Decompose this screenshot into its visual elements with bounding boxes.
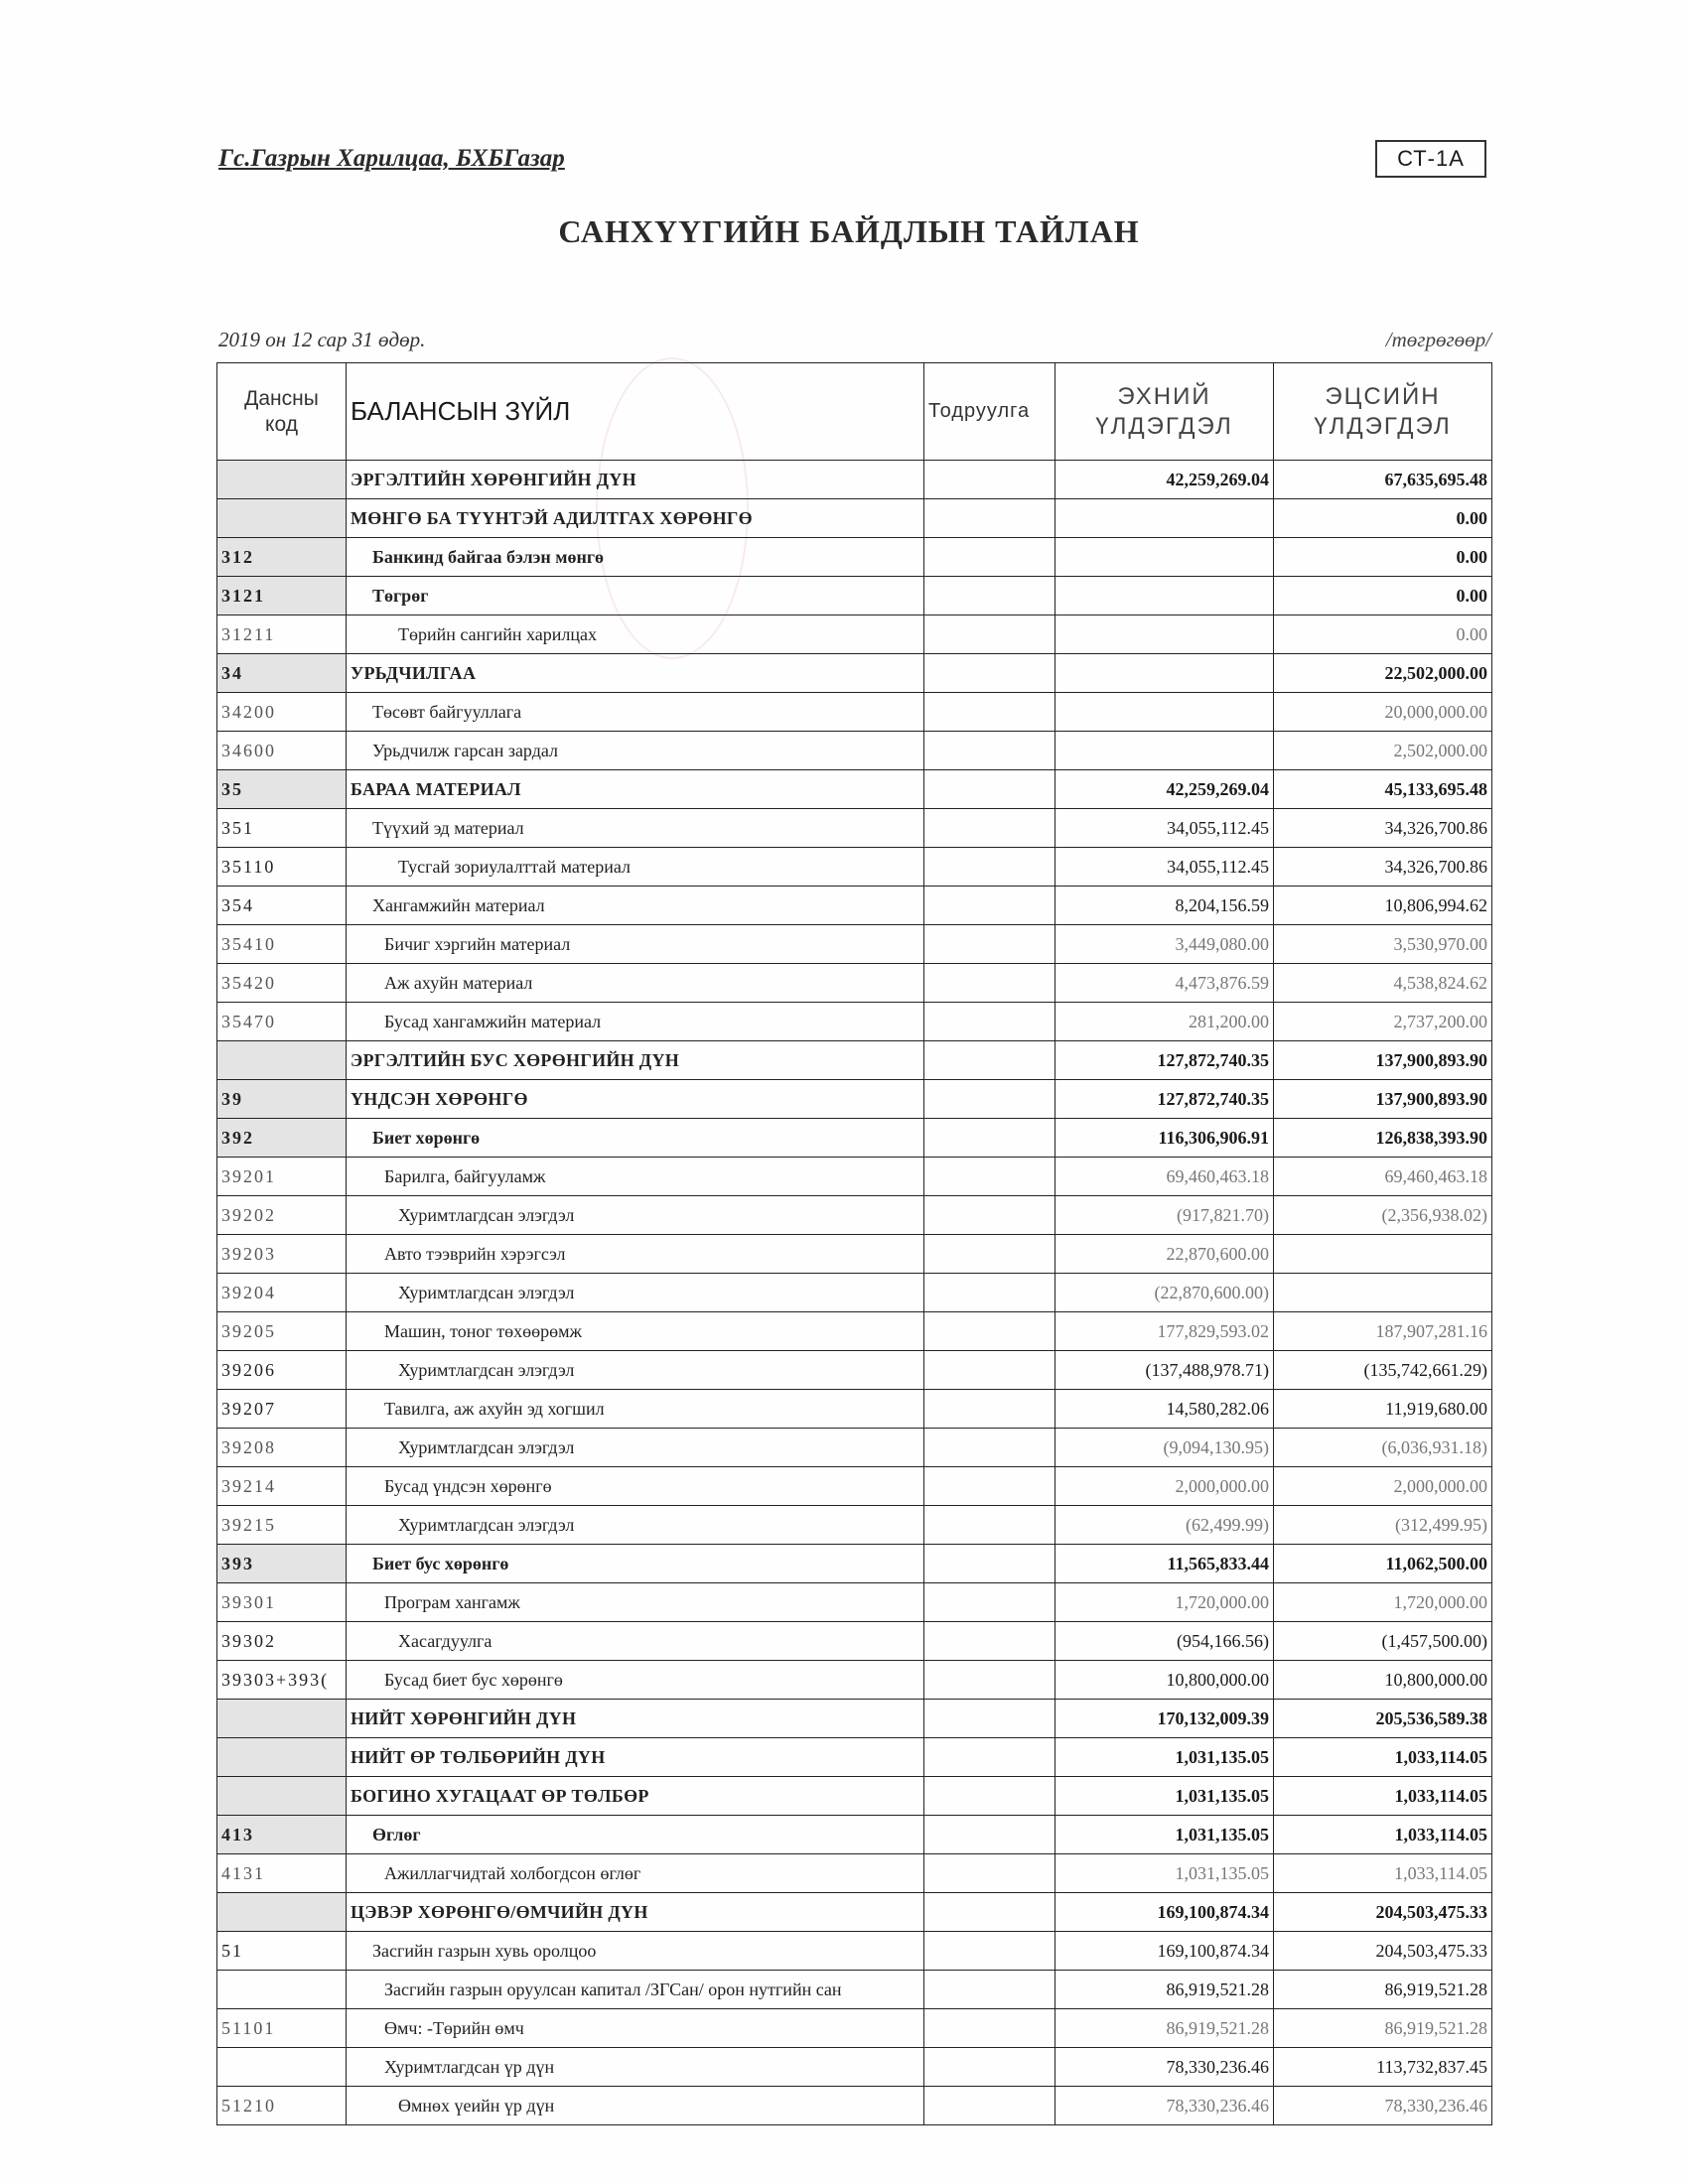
row-start-balance: (917,821.70) — [1055, 1196, 1274, 1235]
row-note — [924, 461, 1055, 499]
row-note — [924, 887, 1055, 925]
row-note — [924, 1235, 1055, 1274]
row-start-balance: 170,132,009.39 — [1055, 1700, 1274, 1738]
row-name: МӨНГӨ БА ТҮҮНТЭЙ АДИЛТГАХ ХӨРӨНГӨ — [347, 499, 924, 538]
row-note — [924, 732, 1055, 770]
row-note — [924, 1893, 1055, 1932]
row-end-balance: 1,033,114.05 — [1274, 1738, 1492, 1777]
row-code: 392 — [217, 1119, 347, 1158]
row-start-balance: 34,055,112.45 — [1055, 809, 1274, 848]
row-note — [924, 1080, 1055, 1119]
row-name: Биет хөрөнгө — [347, 1119, 924, 1158]
row-code — [217, 1893, 347, 1932]
row-start-balance: 42,259,269.04 — [1055, 461, 1274, 499]
row-end-balance: 1,033,114.05 — [1274, 1854, 1492, 1893]
row-name: Аж ахуйн материал — [347, 964, 924, 1003]
row-code: 39206 — [217, 1351, 347, 1390]
header-start-line1: ЭХНИЙ — [1117, 382, 1211, 410]
row-name: Өглөг — [347, 1816, 924, 1854]
row-code: 51101 — [217, 2009, 347, 2048]
row-start-balance: 11,565,833.44 — [1055, 1545, 1274, 1583]
row-code — [217, 2048, 347, 2087]
row-name: ЭРГЭЛТИЙН ХӨРӨНГИЙН ДҮН — [347, 461, 924, 499]
row-end-balance: 204,503,475.33 — [1274, 1932, 1492, 1971]
row-note — [924, 1661, 1055, 1700]
row-end-balance: 0.00 — [1274, 615, 1492, 654]
row-end-balance: 1,720,000.00 — [1274, 1583, 1492, 1622]
row-end-balance: 126,838,393.90 — [1274, 1119, 1492, 1158]
row-start-balance: (22,870,600.00) — [1055, 1274, 1274, 1312]
row-note — [924, 925, 1055, 964]
header-code-line2: код — [265, 412, 298, 436]
row-note — [924, 1158, 1055, 1196]
row-name: НИЙТ ХӨРӨНГИЙН ДҮН — [347, 1700, 924, 1738]
row-start-balance: 116,306,906.91 — [1055, 1119, 1274, 1158]
row-code: 39207 — [217, 1390, 347, 1429]
form-code-box: СТ-1А — [1375, 140, 1486, 178]
row-name: Хуримтлагдсан элэгдэл — [347, 1429, 924, 1467]
row-code: 31211 — [217, 615, 347, 654]
row-name: Хуримтлагдсан элэгдэл — [347, 1351, 924, 1390]
row-note — [924, 1622, 1055, 1661]
row-start-balance: 169,100,874.34 — [1055, 1932, 1274, 1971]
row-note — [924, 1003, 1055, 1041]
row-start-balance — [1055, 654, 1274, 693]
row-end-balance — [1274, 1235, 1492, 1274]
row-start-balance: 34,055,112.45 — [1055, 848, 1274, 887]
row-note — [924, 1738, 1055, 1777]
row-start-balance: 10,800,000.00 — [1055, 1661, 1274, 1700]
row-note — [924, 693, 1055, 732]
header-start-line2: ҮЛДЭГДЭЛ — [1095, 412, 1233, 440]
row-name: Банкинд байгаа бэлэн мөнгө — [347, 538, 924, 577]
row-name: Програм хангамж — [347, 1583, 924, 1622]
row-name: Бусад үндсэн хөрөнгө — [347, 1467, 924, 1506]
row-code — [217, 1700, 347, 1738]
header-end-line1: ЭЦСИЙН — [1325, 382, 1441, 410]
header-account-code — [217, 363, 347, 461]
row-name: Бусад биет бус хөрөнгө — [347, 1661, 924, 1700]
row-name: ҮНДСЭН ХӨРӨНГӨ — [347, 1080, 924, 1119]
row-code: 35110 — [217, 848, 347, 887]
row-end-balance: 67,635,695.48 — [1274, 461, 1492, 499]
row-code: 39208 — [217, 1429, 347, 1467]
row-name: Барилга, байгууламж — [347, 1158, 924, 1196]
row-start-balance — [1055, 693, 1274, 732]
row-name: УРЬДЧИЛГАА — [347, 654, 924, 693]
row-end-balance: 1,033,114.05 — [1274, 1777, 1492, 1816]
row-start-balance: 1,031,135.05 — [1055, 1777, 1274, 1816]
row-code: 393 — [217, 1545, 347, 1583]
row-start-balance — [1055, 732, 1274, 770]
row-start-balance: 281,200.00 — [1055, 1003, 1274, 1041]
row-name: Тусгай зориулалттай материал — [347, 848, 924, 887]
row-note — [924, 770, 1055, 809]
row-name: ЭРГЭЛТИЙН БУС ХӨРӨНГИЙН ДҮН — [347, 1041, 924, 1080]
row-end-balance: 3,530,970.00 — [1274, 925, 1492, 964]
header-end-balance — [1274, 363, 1492, 461]
row-start-balance: (62,499.99) — [1055, 1506, 1274, 1545]
row-end-balance: 0.00 — [1274, 538, 1492, 577]
row-name: НИЙТ ӨР ТӨЛБӨРИЙН ДҮН — [347, 1738, 924, 1777]
row-note — [924, 2048, 1055, 2087]
row-start-balance: 4,473,876.59 — [1055, 964, 1274, 1003]
report-date: 2019 он 12 сар 31 өдөр. — [218, 328, 426, 351]
row-code: 35410 — [217, 925, 347, 964]
row-note — [924, 964, 1055, 1003]
row-code — [217, 1041, 347, 1080]
row-note — [924, 1777, 1055, 1816]
row-code: 351 — [217, 809, 347, 848]
row-note — [924, 1854, 1055, 1893]
row-code: 34200 — [217, 693, 347, 732]
row-code: 35470 — [217, 1003, 347, 1041]
row-start-balance: 78,330,236.46 — [1055, 2087, 1274, 2125]
row-name: Урьдчилж гарсан зардал — [347, 732, 924, 770]
row-name: Өмнөх үеийн үр дүн — [347, 2087, 924, 2125]
row-end-balance: 2,502,000.00 — [1274, 732, 1492, 770]
row-end-balance: 0.00 — [1274, 577, 1492, 615]
row-note — [924, 577, 1055, 615]
row-start-balance: (137,488,978.71) — [1055, 1351, 1274, 1390]
row-start-balance: 127,872,740.35 — [1055, 1080, 1274, 1119]
row-code: 39215 — [217, 1506, 347, 1545]
row-end-balance — [1274, 1274, 1492, 1312]
row-name: Биет бус хөрөнгө — [347, 1545, 924, 1583]
row-end-balance: (312,499.95) — [1274, 1506, 1492, 1545]
row-note — [924, 538, 1055, 577]
header-balance-item: БАЛАНСЫН ЗҮЙЛ — [347, 363, 924, 461]
row-end-balance: 86,919,521.28 — [1274, 1971, 1492, 2009]
table-body — [217, 461, 1492, 2125]
row-note — [924, 1196, 1055, 1235]
row-start-balance: 8,204,156.59 — [1055, 887, 1274, 925]
row-end-balance: 86,919,521.28 — [1274, 2009, 1492, 2048]
row-name: Хасагдуулга — [347, 1622, 924, 1661]
row-note — [924, 1312, 1055, 1351]
row-end-balance: 4,538,824.62 — [1274, 964, 1492, 1003]
row-start-balance: 14,580,282.06 — [1055, 1390, 1274, 1429]
row-end-balance: (135,742,661.29) — [1274, 1351, 1492, 1390]
row-end-balance: 10,800,000.00 — [1274, 1661, 1492, 1700]
row-end-balance: (1,457,500.00) — [1274, 1622, 1492, 1661]
row-code: 4131 — [217, 1854, 347, 1893]
row-start-balance — [1055, 538, 1274, 577]
row-code: 39301 — [217, 1583, 347, 1622]
row-code: 312 — [217, 538, 347, 577]
row-start-balance: 42,259,269.04 — [1055, 770, 1274, 809]
row-code: 34 — [217, 654, 347, 693]
row-code: 39 — [217, 1080, 347, 1119]
row-start-balance: 177,829,593.02 — [1055, 1312, 1274, 1351]
row-start-balance: 2,000,000.00 — [1055, 1467, 1274, 1506]
row-end-balance: 2,000,000.00 — [1274, 1467, 1492, 1506]
row-name: Хуримтлагдсан элэгдэл — [347, 1506, 924, 1545]
currency-unit: /төгрөгөөр/ — [1385, 328, 1491, 351]
row-end-balance: 45,133,695.48 — [1274, 770, 1492, 809]
row-code: 39203 — [217, 1235, 347, 1274]
row-note — [924, 809, 1055, 848]
row-code: 39214 — [217, 1467, 347, 1506]
row-name: Тавилга, аж ахуйн эд хогшил — [347, 1390, 924, 1429]
row-end-balance: 10,806,994.62 — [1274, 887, 1492, 925]
row-end-balance: 0.00 — [1274, 499, 1492, 538]
row-code: 34600 — [217, 732, 347, 770]
row-start-balance — [1055, 615, 1274, 654]
row-end-balance: (2,356,938.02) — [1274, 1196, 1492, 1235]
row-end-balance: 78,330,236.46 — [1274, 2087, 1492, 2125]
row-note — [924, 1971, 1055, 2009]
row-name: Өмч: -Төрийн өмч — [347, 2009, 924, 2048]
row-code: 35 — [217, 770, 347, 809]
row-start-balance: 78,330,236.46 — [1055, 2048, 1274, 2087]
row-end-balance: 34,326,700.86 — [1274, 848, 1492, 887]
row-name: БАРАА МАТЕРИАЛ — [347, 770, 924, 809]
report-title: САНХҮҮГИЙН БАЙДЛЫН ТАЙЛАН — [558, 213, 1140, 249]
row-start-balance: 1,720,000.00 — [1055, 1583, 1274, 1622]
row-note — [924, 1816, 1055, 1854]
row-note — [924, 1506, 1055, 1545]
row-note — [924, 848, 1055, 887]
row-end-balance: 1,033,114.05 — [1274, 1816, 1492, 1854]
row-code: 35420 — [217, 964, 347, 1003]
row-start-balance: 86,919,521.28 — [1055, 2009, 1274, 2048]
table-header-row — [217, 363, 1492, 461]
row-name: Хуримтлагдсан үр дүн — [347, 2048, 924, 2087]
row-name: Бусад хангамжийн материал — [347, 1003, 924, 1041]
row-code — [217, 1738, 347, 1777]
row-start-balance: 1,031,135.05 — [1055, 1854, 1274, 1893]
row-end-balance: (6,036,931.18) — [1274, 1429, 1492, 1467]
row-note — [924, 615, 1055, 654]
organization-name: Гс.Газрын Харилцаа, БХБГазар — [218, 145, 565, 172]
header-end-line2: ҮЛДЭГДЭЛ — [1314, 412, 1452, 440]
row-code: 413 — [217, 1816, 347, 1854]
row-start-balance: 69,460,463.18 — [1055, 1158, 1274, 1196]
balance-table — [216, 362, 1492, 2125]
row-start-balance: 1,031,135.05 — [1055, 1816, 1274, 1854]
row-note — [924, 1545, 1055, 1583]
row-start-balance: 169,100,874.34 — [1055, 1893, 1274, 1932]
row-name: Төсөвт байгууллага — [347, 693, 924, 732]
row-name: Төгрөг — [347, 577, 924, 615]
row-end-balance: 34,326,700.86 — [1274, 809, 1492, 848]
row-name: Төрийн сангийн харилцах — [347, 615, 924, 654]
row-code: 39302 — [217, 1622, 347, 1661]
row-end-balance: 137,900,893.90 — [1274, 1080, 1492, 1119]
row-note — [924, 1351, 1055, 1390]
row-start-balance: 127,872,740.35 — [1055, 1041, 1274, 1080]
row-end-balance: 22,502,000.00 — [1274, 654, 1492, 693]
row-name: Бичиг хэргийн материал — [347, 925, 924, 964]
row-end-balance: 69,460,463.18 — [1274, 1158, 1492, 1196]
row-note — [924, 1429, 1055, 1467]
row-name: Хуримтлагдсан элэгдэл — [347, 1196, 924, 1235]
header-note: Тодруулга — [924, 363, 1055, 461]
row-note — [924, 1700, 1055, 1738]
row-start-balance: (954,166.56) — [1055, 1622, 1274, 1661]
row-note — [924, 1041, 1055, 1080]
row-code: 354 — [217, 887, 347, 925]
row-end-balance: 2,737,200.00 — [1274, 1003, 1492, 1041]
row-end-balance: 137,900,893.90 — [1274, 1041, 1492, 1080]
row-note — [924, 1467, 1055, 1506]
row-name: Ажиллагчидтай холбогдсон өглөг — [347, 1854, 924, 1893]
row-end-balance: 20,000,000.00 — [1274, 693, 1492, 732]
row-start-balance — [1055, 499, 1274, 538]
row-code: 39205 — [217, 1312, 347, 1351]
row-end-balance: 187,907,281.16 — [1274, 1312, 1492, 1351]
row-code: 39201 — [217, 1158, 347, 1196]
row-end-balance: 205,536,589.38 — [1274, 1700, 1492, 1738]
row-start-balance: 86,919,521.28 — [1055, 1971, 1274, 2009]
row-note — [924, 1932, 1055, 1971]
row-note — [924, 1119, 1055, 1158]
row-name: Түүхий эд материал — [347, 809, 924, 848]
row-end-balance: 113,732,837.45 — [1274, 2048, 1492, 2087]
header-start-balance — [1055, 363, 1274, 461]
row-code: 51 — [217, 1932, 347, 1971]
row-start-balance — [1055, 577, 1274, 615]
row-start-balance: 22,870,600.00 — [1055, 1235, 1274, 1274]
row-name: Авто тээврийн хэрэгсэл — [347, 1235, 924, 1274]
row-end-balance: 204,503,475.33 — [1274, 1893, 1492, 1932]
row-code: 39202 — [217, 1196, 347, 1235]
row-start-balance: (9,094,130.95) — [1055, 1429, 1274, 1467]
row-code: 51210 — [217, 2087, 347, 2125]
row-name: ЦЭВЭР ХӨРӨНГӨ/ӨМЧИЙН ДҮН — [347, 1893, 924, 1932]
row-note — [924, 654, 1055, 693]
row-note — [924, 499, 1055, 538]
row-code: 39204 — [217, 1274, 347, 1312]
row-note — [924, 1583, 1055, 1622]
row-note — [924, 1390, 1055, 1429]
row-name: БОГИНО ХУГАЦААТ ӨР ТӨЛБӨР — [347, 1777, 924, 1816]
row-start-balance: 3,449,080.00 — [1055, 925, 1274, 964]
row-start-balance: 1,031,135.05 — [1055, 1738, 1274, 1777]
row-code: 3121 — [217, 577, 347, 615]
row-note — [924, 2009, 1055, 2048]
row-code — [217, 1971, 347, 2009]
row-name: Засгийн газрын оруулсан капитал /ЗГСан/ орон нутгийн сан — [347, 1971, 924, 2009]
row-code — [217, 461, 347, 499]
row-code — [217, 499, 347, 538]
row-note — [924, 1274, 1055, 1312]
row-code: 39303+393( — [217, 1661, 347, 1700]
header-code-line1: Дансны — [244, 386, 319, 410]
row-note — [924, 2087, 1055, 2125]
row-name: Машин, тоног төхөөрөмж — [347, 1312, 924, 1351]
row-name: Хангамжийн материал — [347, 887, 924, 925]
row-name: Хуримтлагдсан элэгдэл — [347, 1274, 924, 1312]
row-code — [217, 1777, 347, 1816]
row-name: Засгийн газрын хувь оролцоо — [347, 1932, 924, 1971]
row-end-balance: 11,919,680.00 — [1274, 1390, 1492, 1429]
row-end-balance: 11,062,500.00 — [1274, 1545, 1492, 1583]
